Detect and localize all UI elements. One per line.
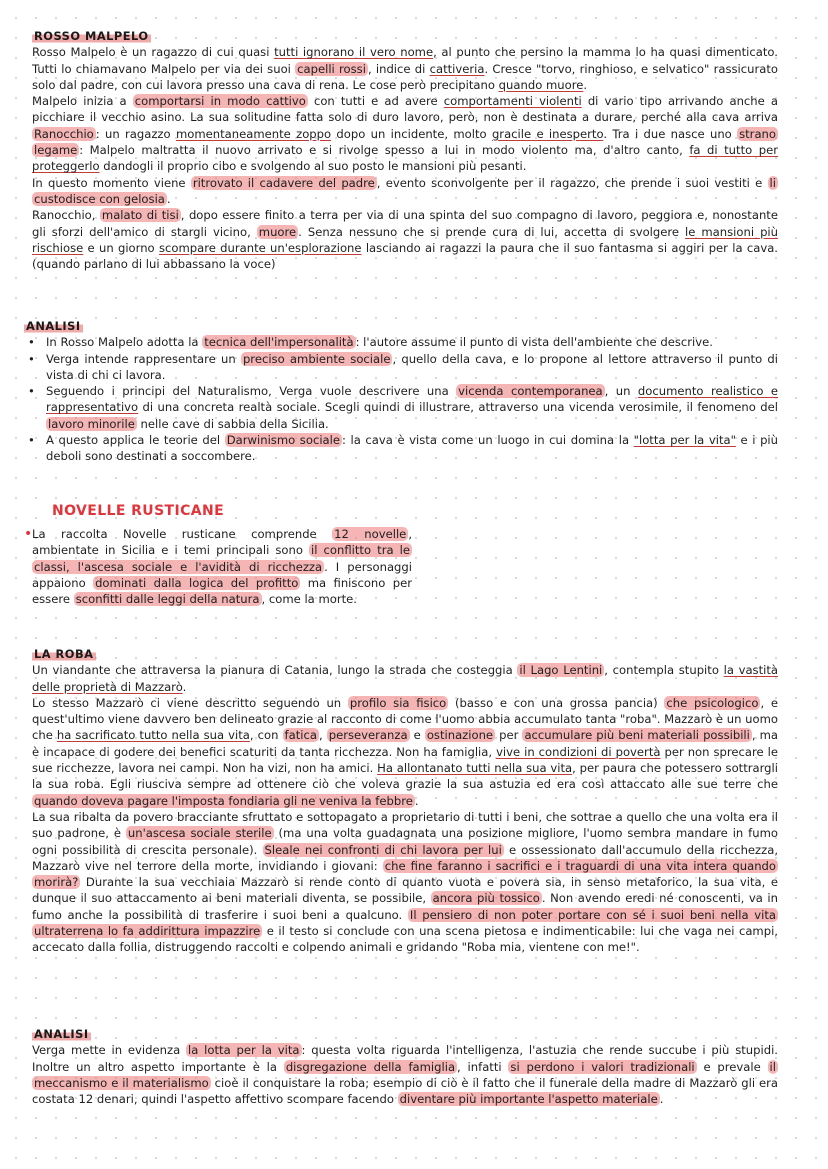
paragraph: In questo momento viene ritrovato il cadavere del padre , evento sconvolgente per il ragazzo, che prende i suoi vestiti e li custodisce con gelosia . — [32, 175, 776, 206]
list-item: • In Rosso Malpelo adotta la tecnica dell'impersonalità : l'autore assume il punto di vista dell'ambiente che descrive. — [28, 334, 778, 350]
paragraph: Un viandante che attraversa la pianura di Catania, lungo la strada che costeggia il Lago Lentini , contempla stupito la vastità delle proprietà di Mazzarò. — [32, 663, 779, 694]
section-heading: ANALISI — [26, 319, 81, 333]
list-item: • Seguendo i principi del Naturalismo, Verga vuole descrivere una vicenda contemporanea , un documento realistico e rappresentativo di una concreta realtà sociale. Scegli quindi di illustrare, attraverso una vicenda verosimile, il fenomeno del lavoro minorile nelle cave di sabbia della Sicilia. — [28, 383, 778, 432]
list-item: • Verga intende rappresentare un preciso ambiente sociale , quello della cava, e lo propone al lettore attraverso il punto di vista di chi ci lavora. — [28, 351, 778, 384]
paragraph: Ranocchio, malato di tisi , dopo essere finito a terra per via di una spinta del suo compagno di lavoro, peggiora e, nonostante gli sforzi dell'amico di stargli vicino, muore . Senza nessuno che si prende cura di lui, accetta di svolgere le mansioni più rischiose e un giorno scompare durante un'esplorazione lasciando ai ragazzi la paura che il suo fantasma si aggiri per la cava. (quando parlano di lui abbassano la voce) — [32, 208, 778, 272]
section-heading: ROSSO MALPELO — [34, 29, 149, 43]
paragraph: Rosso Malpelo è un ragazzo di cui quasi tutti ignorano il vero nome, al punto che persino la mamma lo ha quasi dimenticato. Tutti lo chiamavano Malpelo per via dei suoi capelli rossi , indice di cattiveria. Cresce "torvo, ringhioso, e selvatico" rassicurato solo dal padre, con cui lavora presso una cava di rena. Le cose però precipitano quando muore. — [32, 45, 778, 92]
section-novelle-rusticane — [52, 503, 772, 519]
paragraph: Lo stesso Mazzarò ci viene descritto seguendo un profilo sia fisico (basso e con una grossa pancia) che psicologico , e quest'ultimo viene davvero ben delineato grazie al racconto di come l'uomo abbia accumulato tanta "roba". Mazzarò è un uomo che ha sacrificato tutto nella sua vita, con fatica , perseveranza e ostinazione per accumulare più beni materiali possibili , ma è incapace di godere dei benefici scaturiti da tanta ricchezza. Non ha famiglia, vive in condizioni di povertà per non sprecare le sue ricchezze, lavora nei campi. Non ha vizi, non ha amici. Ha allontanato tutti nella sua vita, per paura che potessero sottrargli la sua roba. Egli riusciva sempre ad ottenere ciò che voleva grazie la sua astuzia ed era così attaccato alle sue terre che quando doveva pagare l'imposta fondiaria gli ne veniva la febbre . — [32, 695, 778, 808]
paragraph: Malpelo inizia a comportarsi in modo cattivo con tutti e ad avere comportamenti violenti di vario tipo arrivando anche a picchiare il vecchio asino. La sua solitudine fatta solo di duro lavoro, però, non è destinata a durare, perché alla cava arriva Ranocchio : un ragazzo momentaneamente zoppo dopo un incidente, molto gracile e inesperto. Tra i due nasce uno strano legame : Malpelo maltratta il nuovo arrivato e si rivolge spesso a lui in modo violento ma, d'altro canto, fa di tutto per proteggerlo dandogli il proprio cibo e svolgendo al suo posto le mansioni più pesanti. — [32, 94, 778, 174]
section-analisi-roba — [32, 1026, 778, 1107]
section-title: NOVELLE RUSTICANE — [52, 503, 225, 519]
paragraph: La sua ribalta da povero bracciante sfruttato e sottopagato a proprietario di tutti i beni, che sottrae a quello che una volta era il suo padrone, è un'ascesa sociale sterile (ma una volta guadagnata una posizione migliore, l'uomo sembra mandare in fumo ogni possibilità di crescita personale). Sleale nei confronti di chi lavora per lui e ossessionato dall'accumulo della ricchezza, Mazzarò vive nel terrore della morte, invidiando i giovani: che fine faranno i sacrifici e i traguardi di una vita intera quando morirà? Durante la sua vecchiaia Mazzarò si rende conto di quanto vuota e povera sia, in senso metaforico, la sua vita, e dunque il suo attaccamento ai beni materiali diventa, se possibile, ancora più tossico . Non avendo eredi né conoscenti, va in fumo anche la possibilità di trasferire i suoi beni a qualcuno. Il pensiero di non poter portare con sé i suoi beni nella vita ultraterrena lo fa addirittura impazzire e il testo si conclude con una scena pietosa e indimenticabile: lui che vaga nei campi, accecato dalla follia, distruggendo raccolti e colpendo animali e gridando "Roba mia, vientene con me!". — [32, 809, 779, 955]
section-la-roba — [32, 646, 778, 956]
analysis-list — [24, 334, 778, 464]
paragraph: Verga mette in evidenza la lotta per la vita : questa volta riguarda l'intelligenza, l'astuzia che rende succube i più stupidi. Inoltre un altro aspetto importante è la disgregazione della famiglia , infatti si perdono i valori tradizionali e prevale il meccanismo e il materialismo cioè il conquistare la roba; esempio di ciò è il fatto che il funerale della madre di Mazzarò gli era costata 12 denari, quindi l'aspetto affettivo scompare facendo diventare più importante l'aspetto materiale . — [32, 1043, 778, 1107]
paragraph: La raccolta Novelle rusticane comprende 12 novelle , ambientate in Sicilia e i temi principali sono il conflitto tra le classi, l'ascesa sociale e l'avidità di ricchezza . I personaggi appaiono dominati dalla logica del profitto ma finiscono per essere sconfitti dalle leggi della natura , come la morte. — [32, 527, 412, 607]
section-heading: LA ROBA — [34, 647, 94, 661]
section-rosso-malpelo — [32, 28, 778, 272]
novelle-summary — [32, 526, 412, 607]
section-heading: ANALISI — [34, 1027, 89, 1041]
list-item: • A questo applica le teorie del Darwinismo sociale : la cava è vista come un luogo in cui domina la "lotta per la vita" e i più deboli sono destinati a soccombere. — [28, 432, 778, 465]
section-analisi-malpelo — [24, 318, 778, 465]
